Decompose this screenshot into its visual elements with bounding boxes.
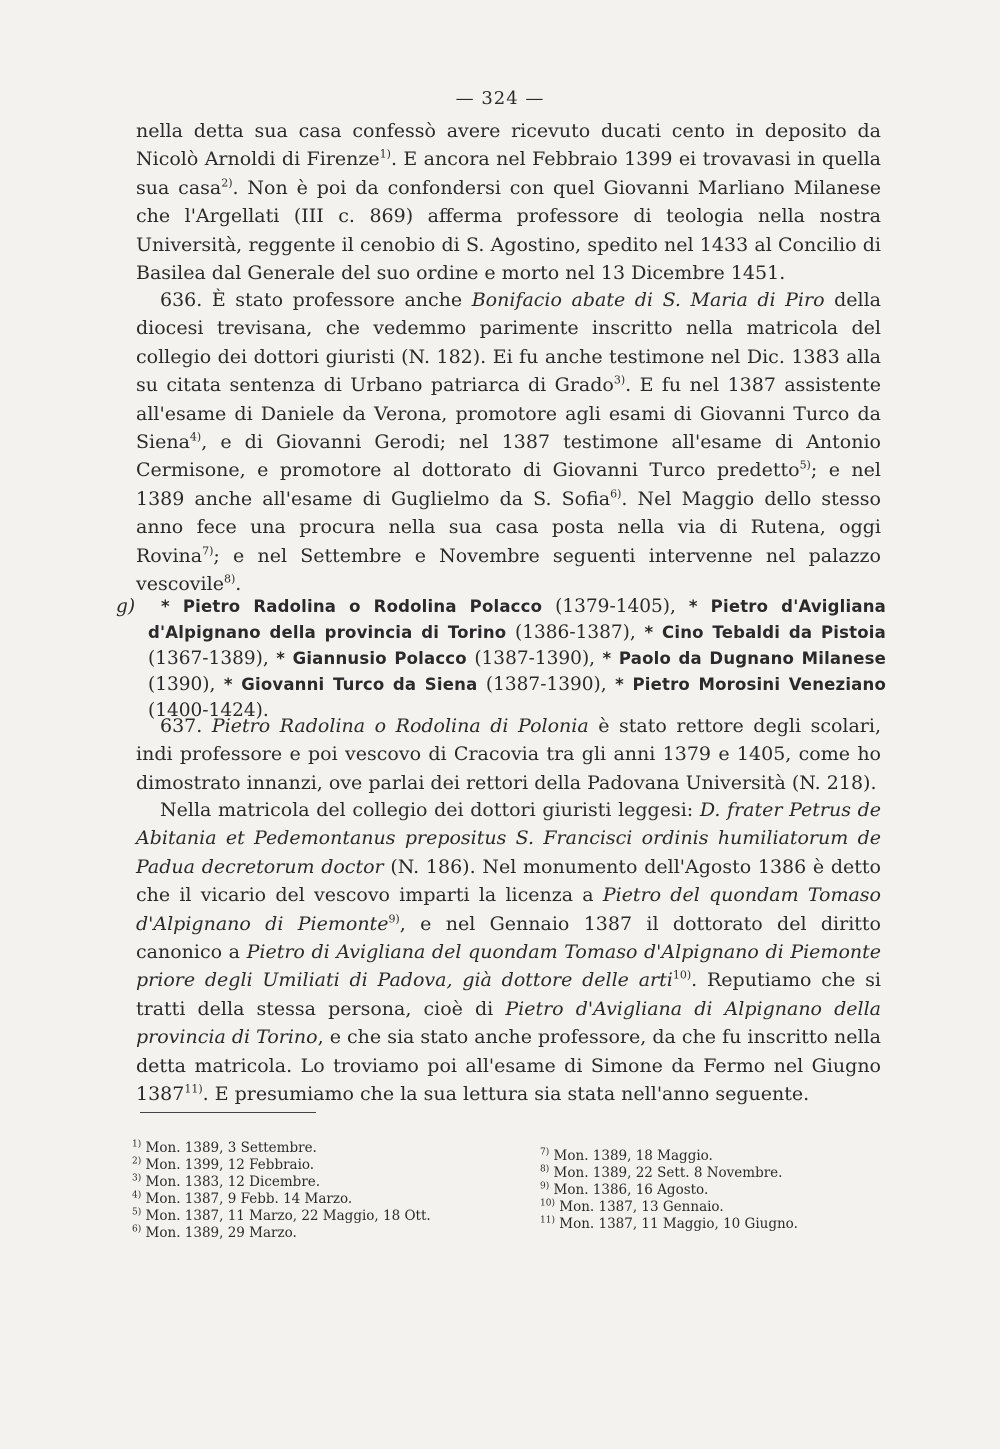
- text: . Reputiamo che si tratti della stessa persona, cioè di: [136, 969, 881, 1020]
- footnote-number: 3): [132, 1173, 142, 1184]
- footnote-text: Mon. 1383, 12 Dicembre.: [145, 1174, 321, 1190]
- footnote-ref: 8): [223, 572, 236, 586]
- text: .: [235, 573, 242, 596]
- footnote: [540, 1148, 798, 1165]
- footnote: [132, 1157, 431, 1174]
- footnote-number: 2): [132, 1156, 142, 1167]
- date-range: (1387-1390),: [477, 674, 616, 695]
- text: . E fu nel 1387 assistente all'esame di Daniele da Verona, promotore agli esami di Giovanni Turco da Siena: [136, 374, 881, 454]
- footnote: [132, 1208, 431, 1225]
- footnote-ref: 5): [799, 459, 811, 473]
- paragraph-continuation: [136, 117, 881, 287]
- footnote-text: Mon. 1387, 13 Gennaio.: [559, 1199, 724, 1215]
- italic-name: Pietro del quondam Tomaso d'Alpignano di Piemonte: [136, 884, 881, 935]
- footnote-number: 8): [540, 1164, 550, 1175]
- paragraph-637: [136, 712, 881, 797]
- footnote: [540, 1182, 798, 1199]
- footnote-ref: 10): [672, 969, 692, 983]
- date-range: (1367-1389),: [148, 648, 277, 669]
- footnote-text: Mon. 1389, 29 Marzo.: [145, 1225, 297, 1241]
- footnote-text: Mon. 1387, 9 Febb. 14 Marzo.: [145, 1191, 353, 1207]
- footnote-ref: 4): [189, 430, 202, 444]
- section-label: g): [116, 596, 136, 617]
- footnotes-left: [132, 1140, 431, 1242]
- footnote-number: 10): [540, 1198, 555, 1209]
- footnote-number: 9): [540, 1181, 550, 1192]
- footnote-ref: 2): [221, 176, 233, 190]
- date-range: (1400-1424).: [148, 700, 269, 721]
- person-name: * Giannusio Polacco: [276, 649, 467, 668]
- footnote-ref: 3): [613, 373, 626, 387]
- italic-name: Pietro Radolina o Rodolina di Polonia: [211, 715, 589, 737]
- italic-name: Pietro di Avigliana del quondam Tomaso d'Alpignano di Piemonte priore degli Umiliati di Padova, già dottore delle arti: [136, 941, 881, 992]
- footnote: [540, 1165, 798, 1182]
- footnote: [132, 1174, 431, 1191]
- person-name: * Cino Tebaldi da Pistoia: [644, 623, 886, 642]
- person-name: * Pietro Radolina o Rodolina Polacco: [160, 597, 543, 616]
- footnote-ref: 11): [184, 1082, 203, 1096]
- date-range: (1379-1405),: [542, 596, 689, 617]
- footnote-text: Mon. 1387, 11 Marzo, 22 Maggio, 18 Ott.: [145, 1208, 431, 1224]
- date-range: (1387-1390),: [466, 648, 603, 669]
- footnote-text: Mon. 1389, 22 Sett. 8 Novembre.: [553, 1165, 783, 1181]
- person-name: * Pietro Morosini Veneziano: [615, 675, 887, 694]
- footnote-number: 7): [540, 1147, 550, 1158]
- text: (N. 186). Nel monumento dell'Agosto 1386 è detto che il vicario del vescovo imparti la licenza a: [136, 855, 881, 907]
- footnote-divider: [140, 1112, 316, 1113]
- footnotes-right: [540, 1148, 798, 1233]
- text: , e che sia stato anche professore, da che fu inscritto nella detta matricola. Lo troviamo poi all'esame di Simone da Fermo nel Giugno 1387: [136, 1026, 881, 1106]
- footnote-text: Mon. 1386, 16 Agosto.: [553, 1182, 709, 1198]
- footnote-number: 5): [132, 1207, 142, 1218]
- text: ; e nel 1389 anche all'esame di Guglielmo da S. Sofia: [136, 459, 881, 510]
- footnote-number: 4): [132, 1190, 142, 1201]
- footnote-text: Mon. 1399, 12 Febbraio.: [145, 1157, 315, 1173]
- page-number: — 324 —: [455, 88, 545, 109]
- footnote-text: Mon. 1389, 3 Settembre.: [145, 1140, 317, 1156]
- text: ; e nel Settembre e Novembre seguenti intervenne nel palazzo vescovile: [136, 544, 881, 596]
- italic-name: Pietro d'Avigliana di Alpignano della provincia di Torino: [136, 997, 882, 1049]
- date-range: (1390),: [148, 674, 224, 695]
- footnote-ref: 7): [202, 544, 214, 558]
- person-name: * Pietro d'Avigliana d'Alpignano della provincia di Torino: [148, 597, 886, 642]
- text: 636. È stato professore anche: [160, 289, 472, 311]
- footnote: [540, 1199, 798, 1216]
- date-range: (1386-1387),: [506, 622, 645, 643]
- text: è stato rettore degli scolari, indi professore e poi vescovo di Cracovia tra gli anni 1379 e 1405, come ho dimostrato innanzi, ove parlai dei rettori della Padovana Università (N. 218).: [136, 715, 882, 794]
- footnote-ref: 6): [610, 487, 622, 501]
- footnote-text: Mon. 1389, 18 Maggio.: [553, 1148, 713, 1164]
- footnote-ref: 1): [379, 148, 391, 162]
- footnote-number: 11): [540, 1215, 555, 1226]
- text: , e nel Gennaio 1387 il dottorato del diritto canonico a: [136, 912, 881, 964]
- text: . Non è poi da confondersi con quel Giovanni Marliano Milanese che l'Argellati (III c. 869) afferma professore di teologia nella nostra Università, reggente il cenobio di S. Agostino, spedito nel 1433 al Concilio di Basilea dal Generale del suo ordine e morto nel 13 Dicembre 1451.: [136, 176, 882, 285]
- footnote-text: Mon. 1387, 11 Maggio, 10 Giugno.: [559, 1216, 798, 1232]
- footnote-number: 6): [132, 1224, 142, 1235]
- text: . E presumiamo che la sua lettura sia stata nell'anno seguente.: [202, 1083, 810, 1106]
- text: . E ancora nel Febbraio 1399 ei trovavasi in quella sua casa: [136, 148, 881, 199]
- paragraph-636: [136, 286, 881, 598]
- italic-name: Bonifacio abate di S. Maria di Piro: [471, 289, 825, 311]
- text: nella detta sua casa confessò avere ricevuto ducati cento in deposito da Nicolò Arnoldi di Firenze: [136, 120, 881, 171]
- person-name: * Giovanni Turco da Siena: [223, 675, 478, 694]
- footnote: [132, 1140, 431, 1157]
- latin-quote: D. frater Petrus de Abitania et Pedemontanus prepositus S. Francisci ordinis humiliatorum de Padua decretorum doctor: [136, 799, 882, 878]
- text: . Nel Maggio dello stesso anno fece una procura nella sua casa posta nella via di Rutena, oggi Rovina: [136, 487, 881, 567]
- text: , e di Giovanni Gerodi; nel 1387 testimone all'esame di Antonio Cermisone, e promotore al dottorato di Giovanni Turco predetto: [136, 431, 881, 482]
- person-name: * Paolo da Dugnano Milanese: [602, 649, 887, 668]
- footnote: [132, 1225, 431, 1242]
- text: 637.: [160, 715, 212, 737]
- footnote: [540, 1216, 798, 1233]
- paragraph-nella-matricola: [136, 796, 881, 1108]
- section-g-list: [116, 594, 886, 724]
- footnote: [132, 1191, 431, 1208]
- footnote-ref: 9): [388, 912, 400, 926]
- text: Nella matricola del collegio dei dottori giuristi leggesi:: [160, 799, 700, 821]
- footnote-number: 1): [132, 1139, 142, 1150]
- text: della diocesi trevisana, che vedemmo parimente inscritto nella matricola del collegio dei dottori giuristi (N. 182). Ei fu anche testimone nel Dic. 1383 alla su citata sentenza di Urbano patriarca di Grado: [136, 289, 881, 397]
